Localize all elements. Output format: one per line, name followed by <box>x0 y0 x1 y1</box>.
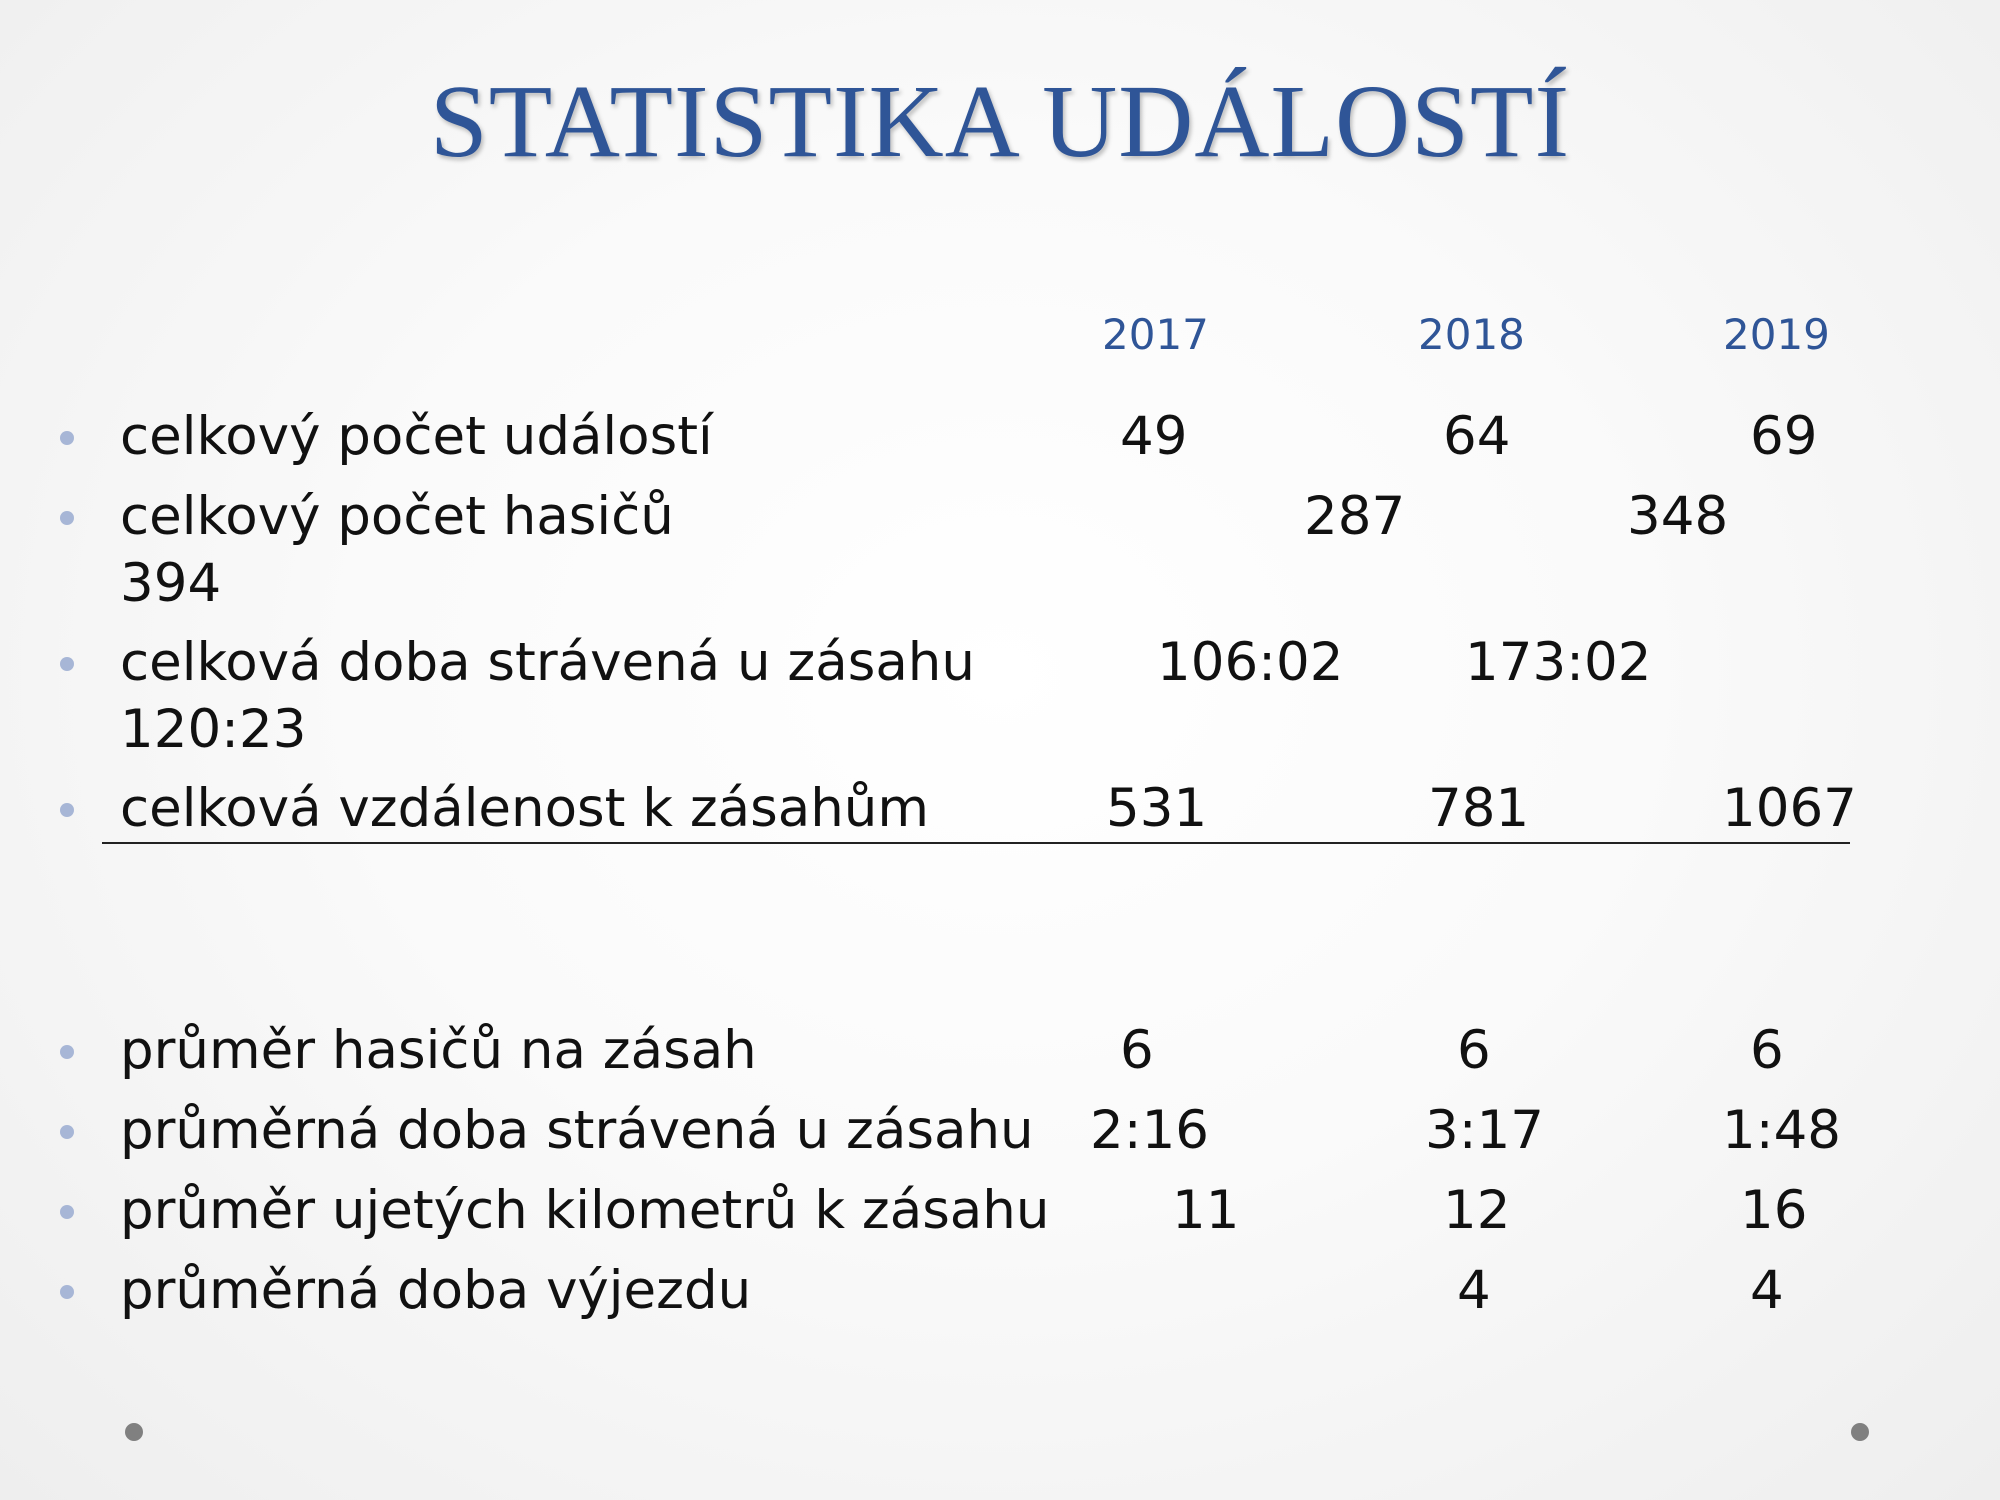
row-avg-departure-2018: 4 <box>1457 1260 1491 1321</box>
row-events-2018: 64 <box>1443 406 1511 467</box>
bullet-icon <box>60 1285 74 1299</box>
row-label-firefighters: celkový počet hasičů <box>120 486 674 547</box>
bullet-icon <box>60 511 74 525</box>
row-avg-departure-2019: 4 <box>1750 1260 1784 1321</box>
row-firefighters-2017: 287 <box>1304 486 1406 547</box>
row-avg-km-2018: 12 <box>1443 1180 1511 1241</box>
year-header-2018: 2018 <box>1418 310 1525 359</box>
bullet-icon <box>60 657 74 671</box>
row-firefighters-2018: 348 <box>1627 486 1729 547</box>
row-total-time-2019: 120:23 <box>120 699 307 760</box>
bullet-icon <box>60 431 74 445</box>
row-total-time-2018: 173:02 <box>1465 632 1652 693</box>
row-label-avg-time: průměrná doba strávená u zásahu <box>120 1100 1034 1161</box>
row-avg-time-2018: 3:17 <box>1425 1100 1545 1161</box>
row-distance-2018: 781 <box>1428 778 1530 839</box>
decorative-dot-icon <box>1851 1423 1869 1441</box>
bullet-icon <box>60 803 74 817</box>
row-distance-2019: 1067 <box>1722 778 1857 839</box>
row-label-avg-km: průměr ujetých kilometrů k zásahu <box>120 1180 1050 1241</box>
row-avg-firefighters-2018: 6 <box>1457 1020 1491 1081</box>
bullet-icon <box>60 1045 74 1059</box>
row-label-avg-departure: průměrná doba výjezdu <box>120 1260 752 1321</box>
row-events-2019: 69 <box>1750 406 1818 467</box>
row-avg-km-2019: 16 <box>1740 1180 1808 1241</box>
row-label-total-time: celková doba strávená u zásahu <box>120 632 975 693</box>
row-firefighters-2019: 394 <box>120 553 222 614</box>
row-label-events: celkový počet událostí <box>120 406 713 467</box>
row-avg-time-2017: 2:16 <box>1090 1100 1210 1161</box>
bullet-icon <box>60 1125 74 1139</box>
divider-line <box>102 842 1850 844</box>
row-avg-km-2017: 11 <box>1172 1180 1240 1241</box>
bullet-icon <box>60 1205 74 1219</box>
year-header-2019: 2019 <box>1723 310 1830 359</box>
row-avg-firefighters-2017: 6 <box>1120 1020 1154 1081</box>
slide-title: STATISTIKA UDÁLOSTÍ <box>429 64 1571 179</box>
row-distance-2017: 531 <box>1106 778 1208 839</box>
decorative-dot-icon <box>125 1423 143 1441</box>
year-header-2017: 2017 <box>1102 310 1209 359</box>
row-label-distance: celková vzdálenost k zásahům <box>120 778 930 839</box>
row-events-2017: 49 <box>1120 406 1188 467</box>
row-label-avg-firefighters: průměr hasičů na zásah <box>120 1020 757 1081</box>
row-avg-firefighters-2019: 6 <box>1750 1020 1784 1081</box>
row-total-time-2017: 106:02 <box>1157 632 1344 693</box>
row-avg-time-2019: 1:48 <box>1722 1100 1842 1161</box>
